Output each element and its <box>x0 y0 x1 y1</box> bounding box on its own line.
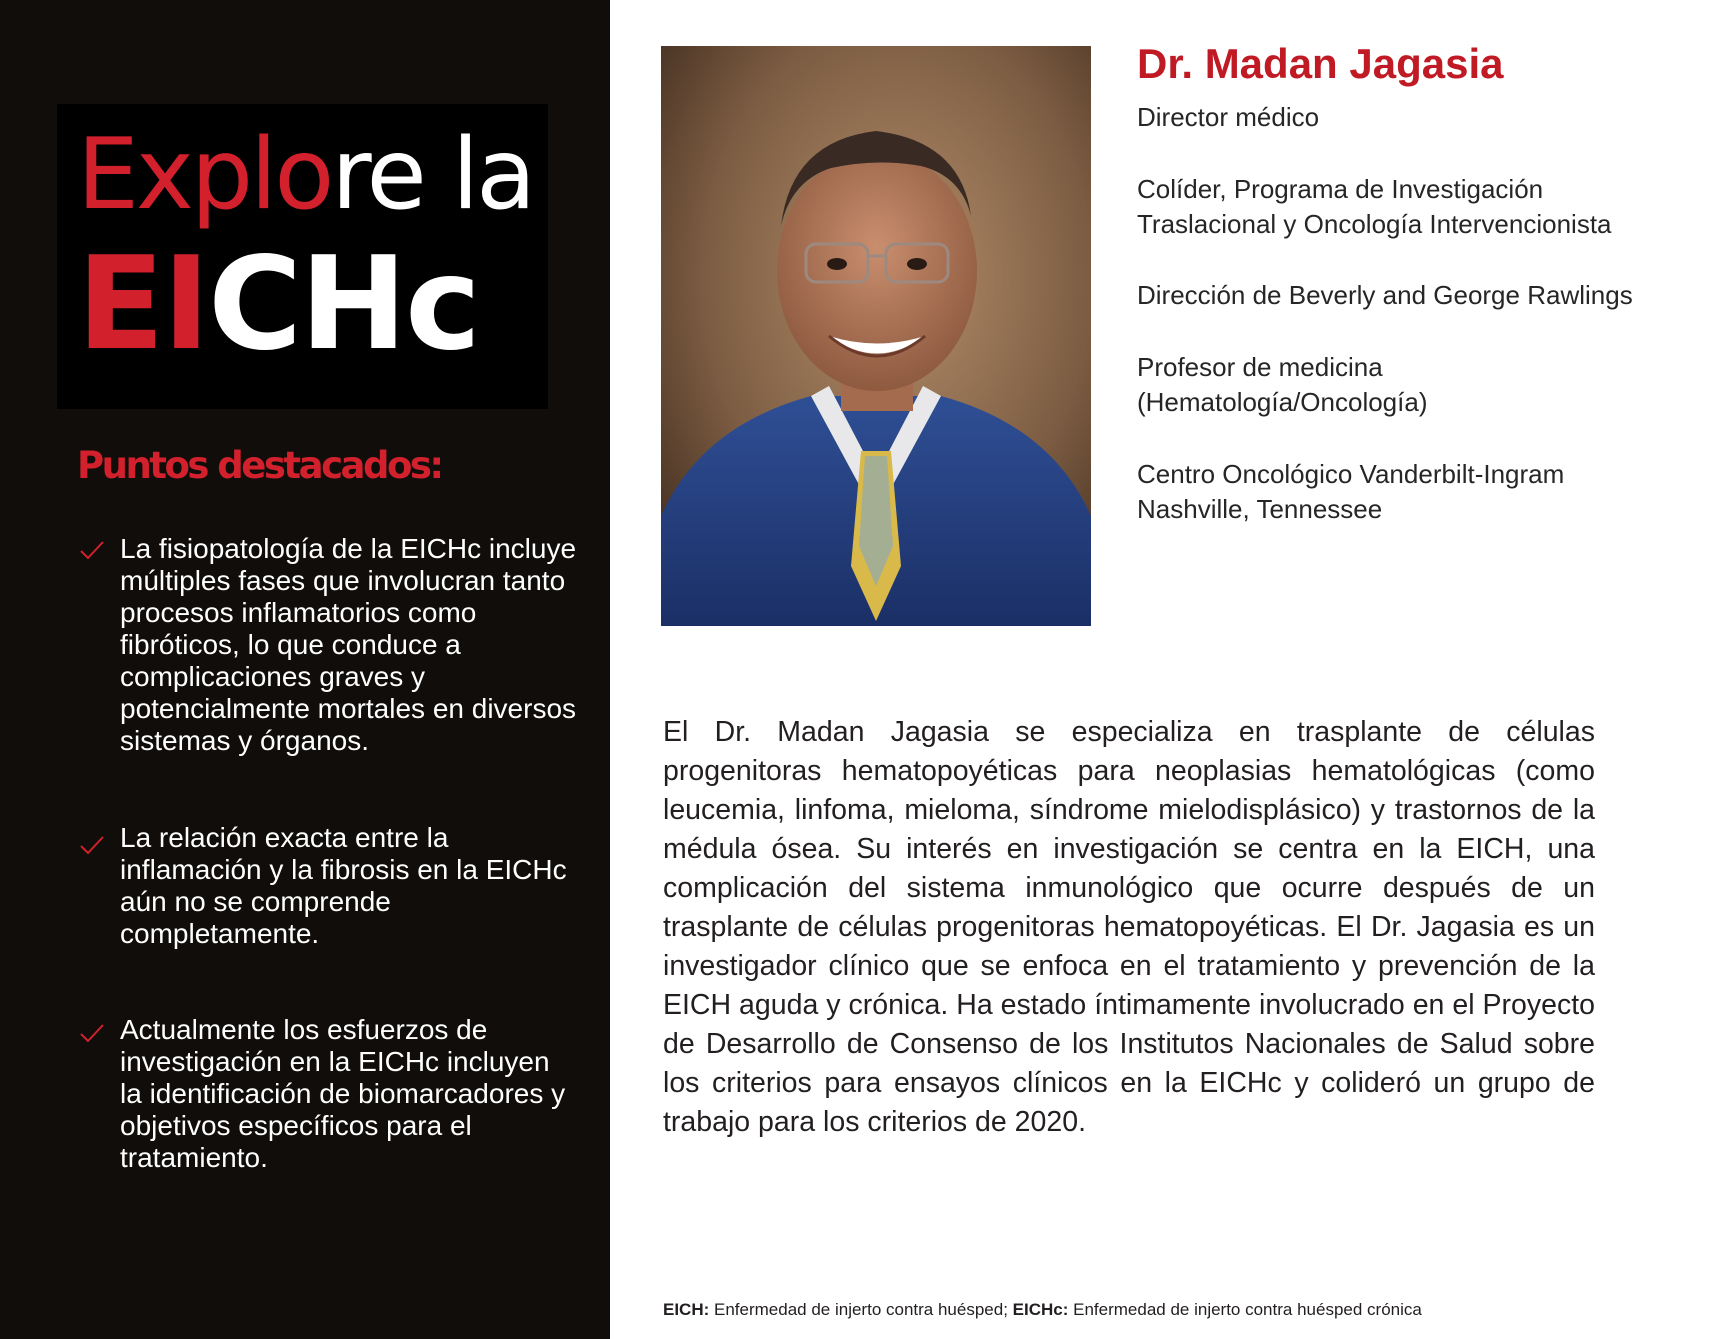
highlight-item <box>78 822 578 950</box>
title-line: Director médico <box>1137 102 1320 132</box>
highlight-text: La relación exacta entre la inflamación y la fibrosis en la EICHc aún no se comprende completamente. <box>120 822 567 949</box>
highlight-text: La fisiopatología de la EICHc incluye múltiples fases que involucran tanto procesos inflamatorios como fibróticos, lo que conduce a complicaciones graves y potencialmente mortales en diversos sistemas y órganos. <box>120 533 577 756</box>
logo-text-red: Explo <box>77 118 332 232</box>
checkmark-icon <box>78 537 106 565</box>
highlights-heading: Puntos destacados: <box>77 444 442 487</box>
checkmark-icon <box>78 832 106 860</box>
checkmark-icon <box>78 1020 106 1048</box>
title-line: Dirección de Beverly and George Rawlings <box>1137 280 1633 310</box>
title-line: Centro Oncológico Vanderbilt-Ingram <box>1137 459 1565 489</box>
abbreviations-footnote <box>663 1300 1422 1320</box>
logo-text-white: CHc <box>208 230 479 379</box>
biography-text: El Dr. Madan Jagasia se especializa en trasplante de células progenitoras hematopoyéticas para neoplasias hematológicas (como leucemia, linfoma, mieloma, síndrome mielodisplásico) y trastornos de la médula ósea. Su interés en investigación se centra en la EICH, una complicación del sistema inmunológico que ocurre después de un trasplante de células progenitoras hematopoyéticas. El Dr. Jagasia es un investigador clínico que se enfoca en el tratamiento y prevención de la EICH aguda y crónica. Ha estado íntimamente involucrado en el Proyecto de Desarrollo de Consenso de los Institutos Nacionales de Salud sobre los criterios para ensayos clínicos en la EICHc y colideró un grupo de trabajo para los criterios de 2020. <box>663 716 1595 1138</box>
title-line: Profesor de medicina <box>1137 352 1383 382</box>
doctor-name: Dr. Madan Jagasia <box>1137 40 1504 87</box>
title-line: Traslacional y Oncología Intervencionista <box>1137 209 1612 239</box>
highlight-text: Actualmente los esfuerzos de investigación en la EICHc incluyen la identificación de biomarcadores y objetivos específicos para el tratamiento. <box>120 1014 566 1173</box>
doctor-portrait-photo <box>661 46 1091 626</box>
title-line: Nashville, Tennessee <box>1137 494 1383 524</box>
footnote-abbr: EICH: <box>663 1300 710 1319</box>
logo-line-2 <box>77 230 479 379</box>
footnote-definition: Enfermedad de injerto contra huésped; <box>709 1300 1013 1319</box>
sidebar-panel <box>0 0 610 1339</box>
title-line: (Hematología/Oncología) <box>1137 387 1428 417</box>
logo-text-red: EI <box>77 230 209 379</box>
explore-logo <box>57 104 548 409</box>
title-line: Colíder, Programa de Investigación <box>1137 174 1544 204</box>
highlight-item <box>78 1014 578 1174</box>
highlight-item <box>78 533 578 757</box>
logo-text-white: re la <box>331 118 534 232</box>
footnote-definition: Enfermedad de injerto contra huésped crónica <box>1068 1300 1422 1319</box>
footnote-abbr: EICHc: <box>1012 1300 1069 1319</box>
logo-line-1 <box>77 118 534 232</box>
